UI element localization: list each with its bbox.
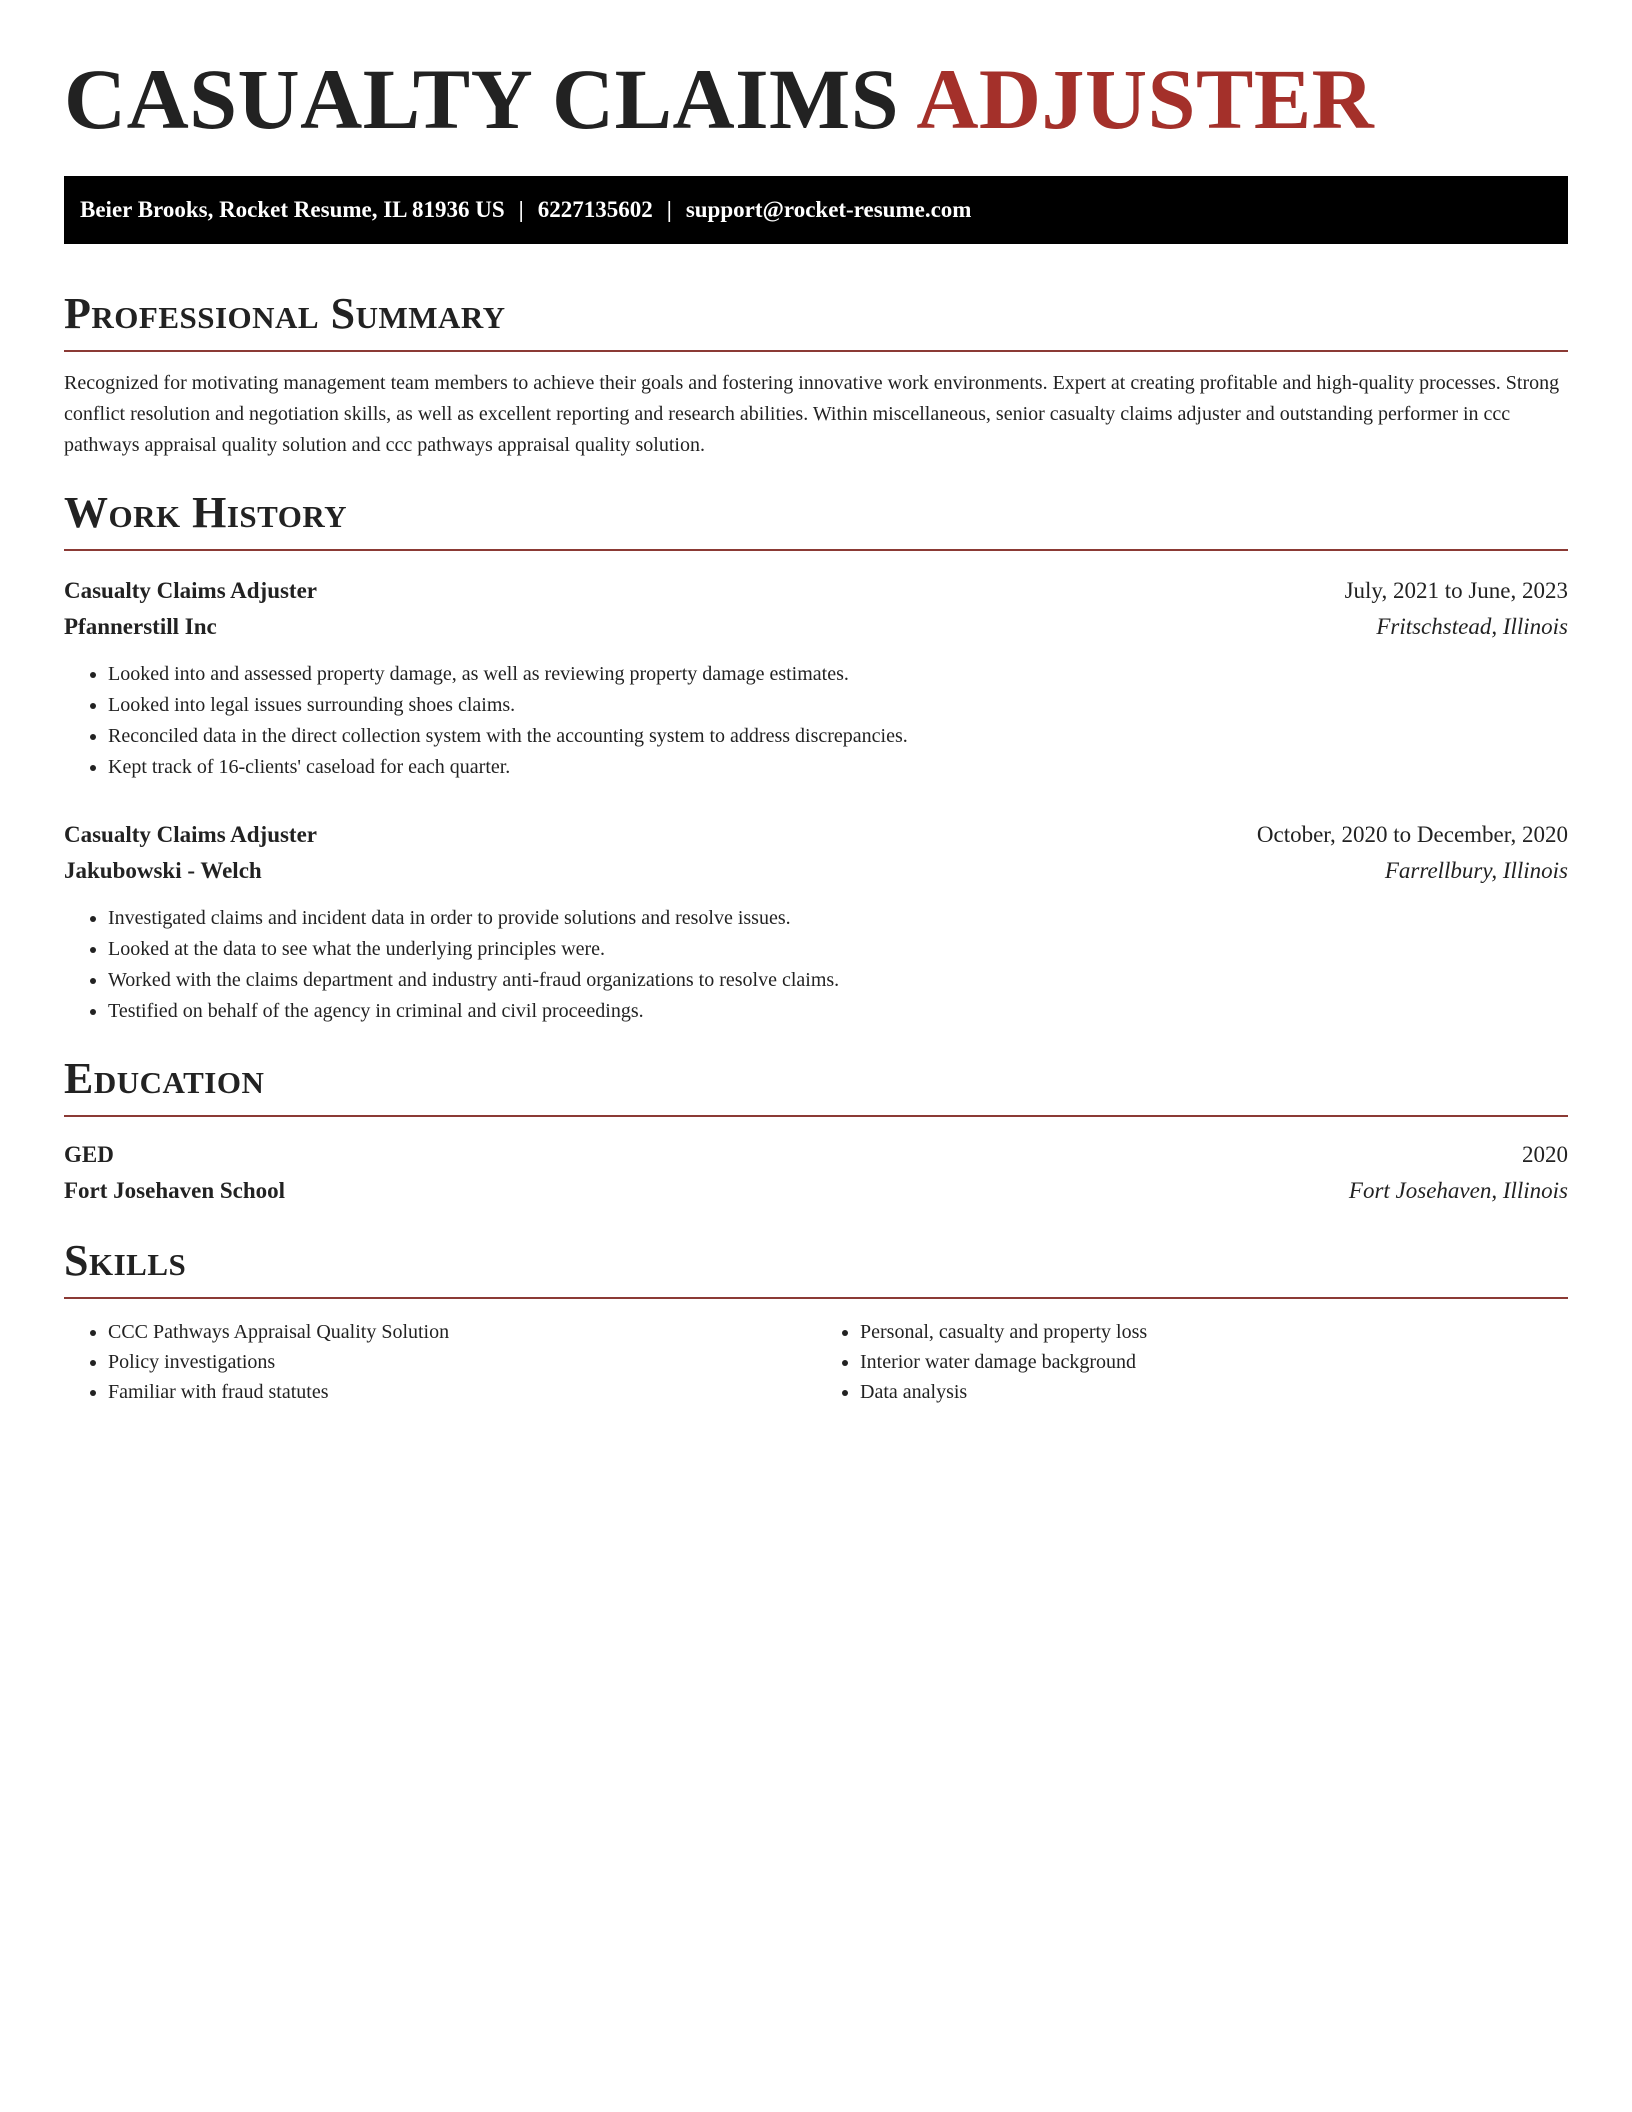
skills-section — [64, 1236, 1568, 1407]
title-accent: ADJUSTER — [916, 51, 1375, 147]
education-location: Fort Josehaven, Illinois — [1348, 1178, 1568, 1203]
job-company: Pfannerstill Inc — [64, 614, 217, 639]
education-degree: GED — [64, 1142, 114, 1167]
skills-list — [64, 1317, 1568, 1407]
contact-separator: | — [666, 197, 672, 222]
job-bullets — [64, 903, 1568, 1027]
job-title: Casualty Claims Adjuster — [64, 822, 318, 847]
job-company: Jakubowski - Welch — [64, 858, 262, 883]
list-item: • Testified on behalf of the agency in criminal and civil proceedings. — [108, 996, 1568, 1027]
job-dates: July, 2021 to June, 2023 — [1344, 578, 1568, 603]
education-section — [64, 1054, 1568, 1209]
education-year: 2020 — [1522, 1142, 1568, 1167]
list-item: • Looked into legal issues surrounding shoes claims. — [108, 690, 1568, 721]
list-item: • Kept track of 16-clients' caseload for each quarter. — [108, 752, 1568, 783]
list-item: • Policy investigations — [108, 1347, 816, 1377]
resume-title — [64, 51, 1568, 147]
list-item: • Reconciled data in the direct collection system with the accounting system to address discrepancies. — [108, 721, 1568, 752]
title-main: CASUALTY CLAIMS — [64, 51, 900, 147]
list-item: • Familiar with fraud statutes — [108, 1377, 816, 1407]
job-dates: October, 2020 to December, 2020 — [1256, 822, 1568, 847]
list-item: • Investigated claims and incident data in order to provide solutions and resolve issues. — [108, 903, 1568, 934]
summary-section — [64, 289, 1568, 461]
list-item: • Looked into and assessed property damage, as well as reviewing property damage estimates. — [108, 659, 1568, 690]
job-location: Fritschstead, Illinois — [1376, 614, 1568, 639]
job-bullets — [64, 659, 1568, 783]
job-location: Farrellbury, Illinois — [1384, 858, 1568, 883]
work-history-section — [64, 488, 1568, 1027]
work-history-heading: Work History — [64, 491, 1568, 551]
contact-phone: 6227135602 — [537, 197, 653, 222]
job-entry — [64, 573, 1568, 783]
skills-heading: Skills — [64, 1239, 1568, 1299]
list-item: • Interior water damage background — [860, 1347, 1568, 1377]
skills-column-right — [816, 1317, 1568, 1407]
job-entry — [64, 817, 1568, 1027]
list-item: • Worked with the claims department and industry anti-fraud organizations to resolve claims. — [108, 965, 1568, 996]
summary-text: Recognized for motivating management team members to achieve their goals and fostering innovative work environments. Expert at creating profitable and high-quality processes. Strong conflict resolution and negotiation skills, as well as excellent reporting and research abilities. Within miscellaneous, senior casualty claims adjuster and outstanding performer in ccc pathways appraisal quality solution and ccc pathways appraisal quality solution. — [64, 372, 1560, 456]
list-item: • Personal, casualty and property loss — [860, 1317, 1568, 1347]
list-item: • Looked at the data to see what the underlying principles were. — [108, 934, 1568, 965]
contact-bar — [64, 176, 1568, 244]
education-school: Fort Josehaven School — [64, 1178, 286, 1203]
list-item: • CCC Pathways Appraisal Quality Solution — [108, 1317, 816, 1347]
education-entry — [64, 1137, 1568, 1209]
resume-page — [64, 51, 1568, 1407]
list-item: • Data analysis — [860, 1377, 1568, 1407]
skills-column-left — [64, 1317, 816, 1407]
education-heading: Education — [64, 1057, 1568, 1117]
contact-address: Beier Brooks, Rocket Resume, IL 81936 US — [80, 197, 505, 222]
contact-email[interactable]: support@rocket-resume.com — [685, 197, 972, 222]
contact-separator: | — [518, 197, 524, 222]
summary-heading: Professional Summary — [64, 292, 1568, 352]
job-title: Casualty Claims Adjuster — [64, 578, 318, 603]
